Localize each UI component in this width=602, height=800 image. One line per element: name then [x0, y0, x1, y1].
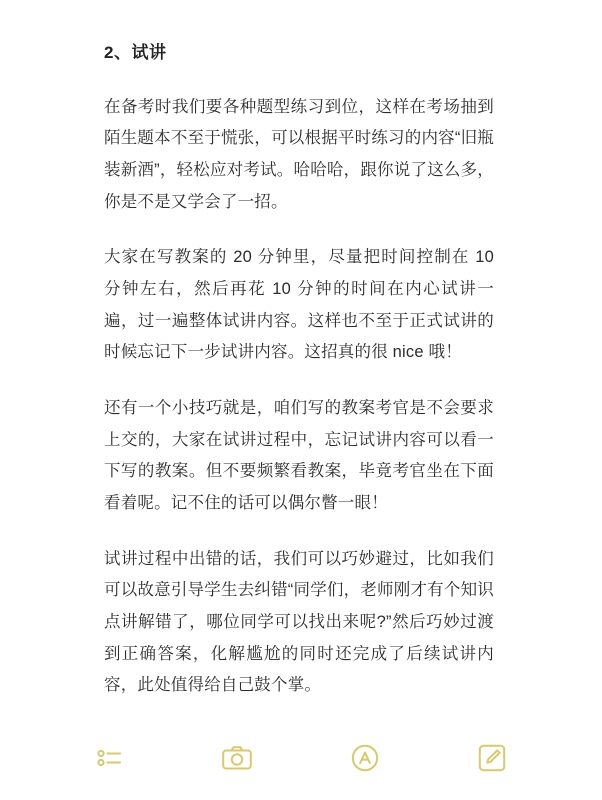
paragraph-3: 还有一个小技巧就是，咱们写的教案考官是不会要求上交的，大家在试讲过程中，忘记试讲内容可以看一下写的教案。但不要频繁看教案，毕竟考官坐在下面看着呢。记不住的话可以偶尔瞥一眼！	[104, 398, 494, 512]
section-heading: 2、试讲	[104, 43, 167, 62]
paragraph-1: 在备考时我们要各种题型练习到位，这样在考场抽到陌生题本不至于慌张，可以根据平时练习的内容“旧瓶装新酒”，轻松应对考试。哈哈哈，跟你说了这么多，你是不是又学会了一招。	[104, 97, 494, 211]
circle-a-icon[interactable]	[343, 736, 387, 780]
camera-icon[interactable]	[215, 736, 259, 780]
paragraph-4: 试讲过程中出错的话，我们可以巧妙避过，比如我们可以故意引导学生去纠错“同学们，老师刚才有个知识点讲解错了，哪位同学可以找出来呢?”然后巧妙过渡到正确答案，化解尴尬的同时还完成了后续试讲内容，此处值得给自己鼓个掌。	[104, 549, 494, 695]
list-icon[interactable]	[88, 736, 132, 780]
document-content	[104, 40, 494, 789]
bottom-toolbar	[0, 722, 602, 800]
paragraph-2: 大家在写教案的 20 分钟里，尽量把时间控制在 10 分钟左右，然后再花 10 分钟的时间在内心试讲一遍，过一遍整体试讲内容。这样也不至于正式试讲的时候忘记下一步试讲内容。这招真的很 nice 哦！	[104, 248, 494, 362]
compose-icon[interactable]	[470, 736, 514, 780]
